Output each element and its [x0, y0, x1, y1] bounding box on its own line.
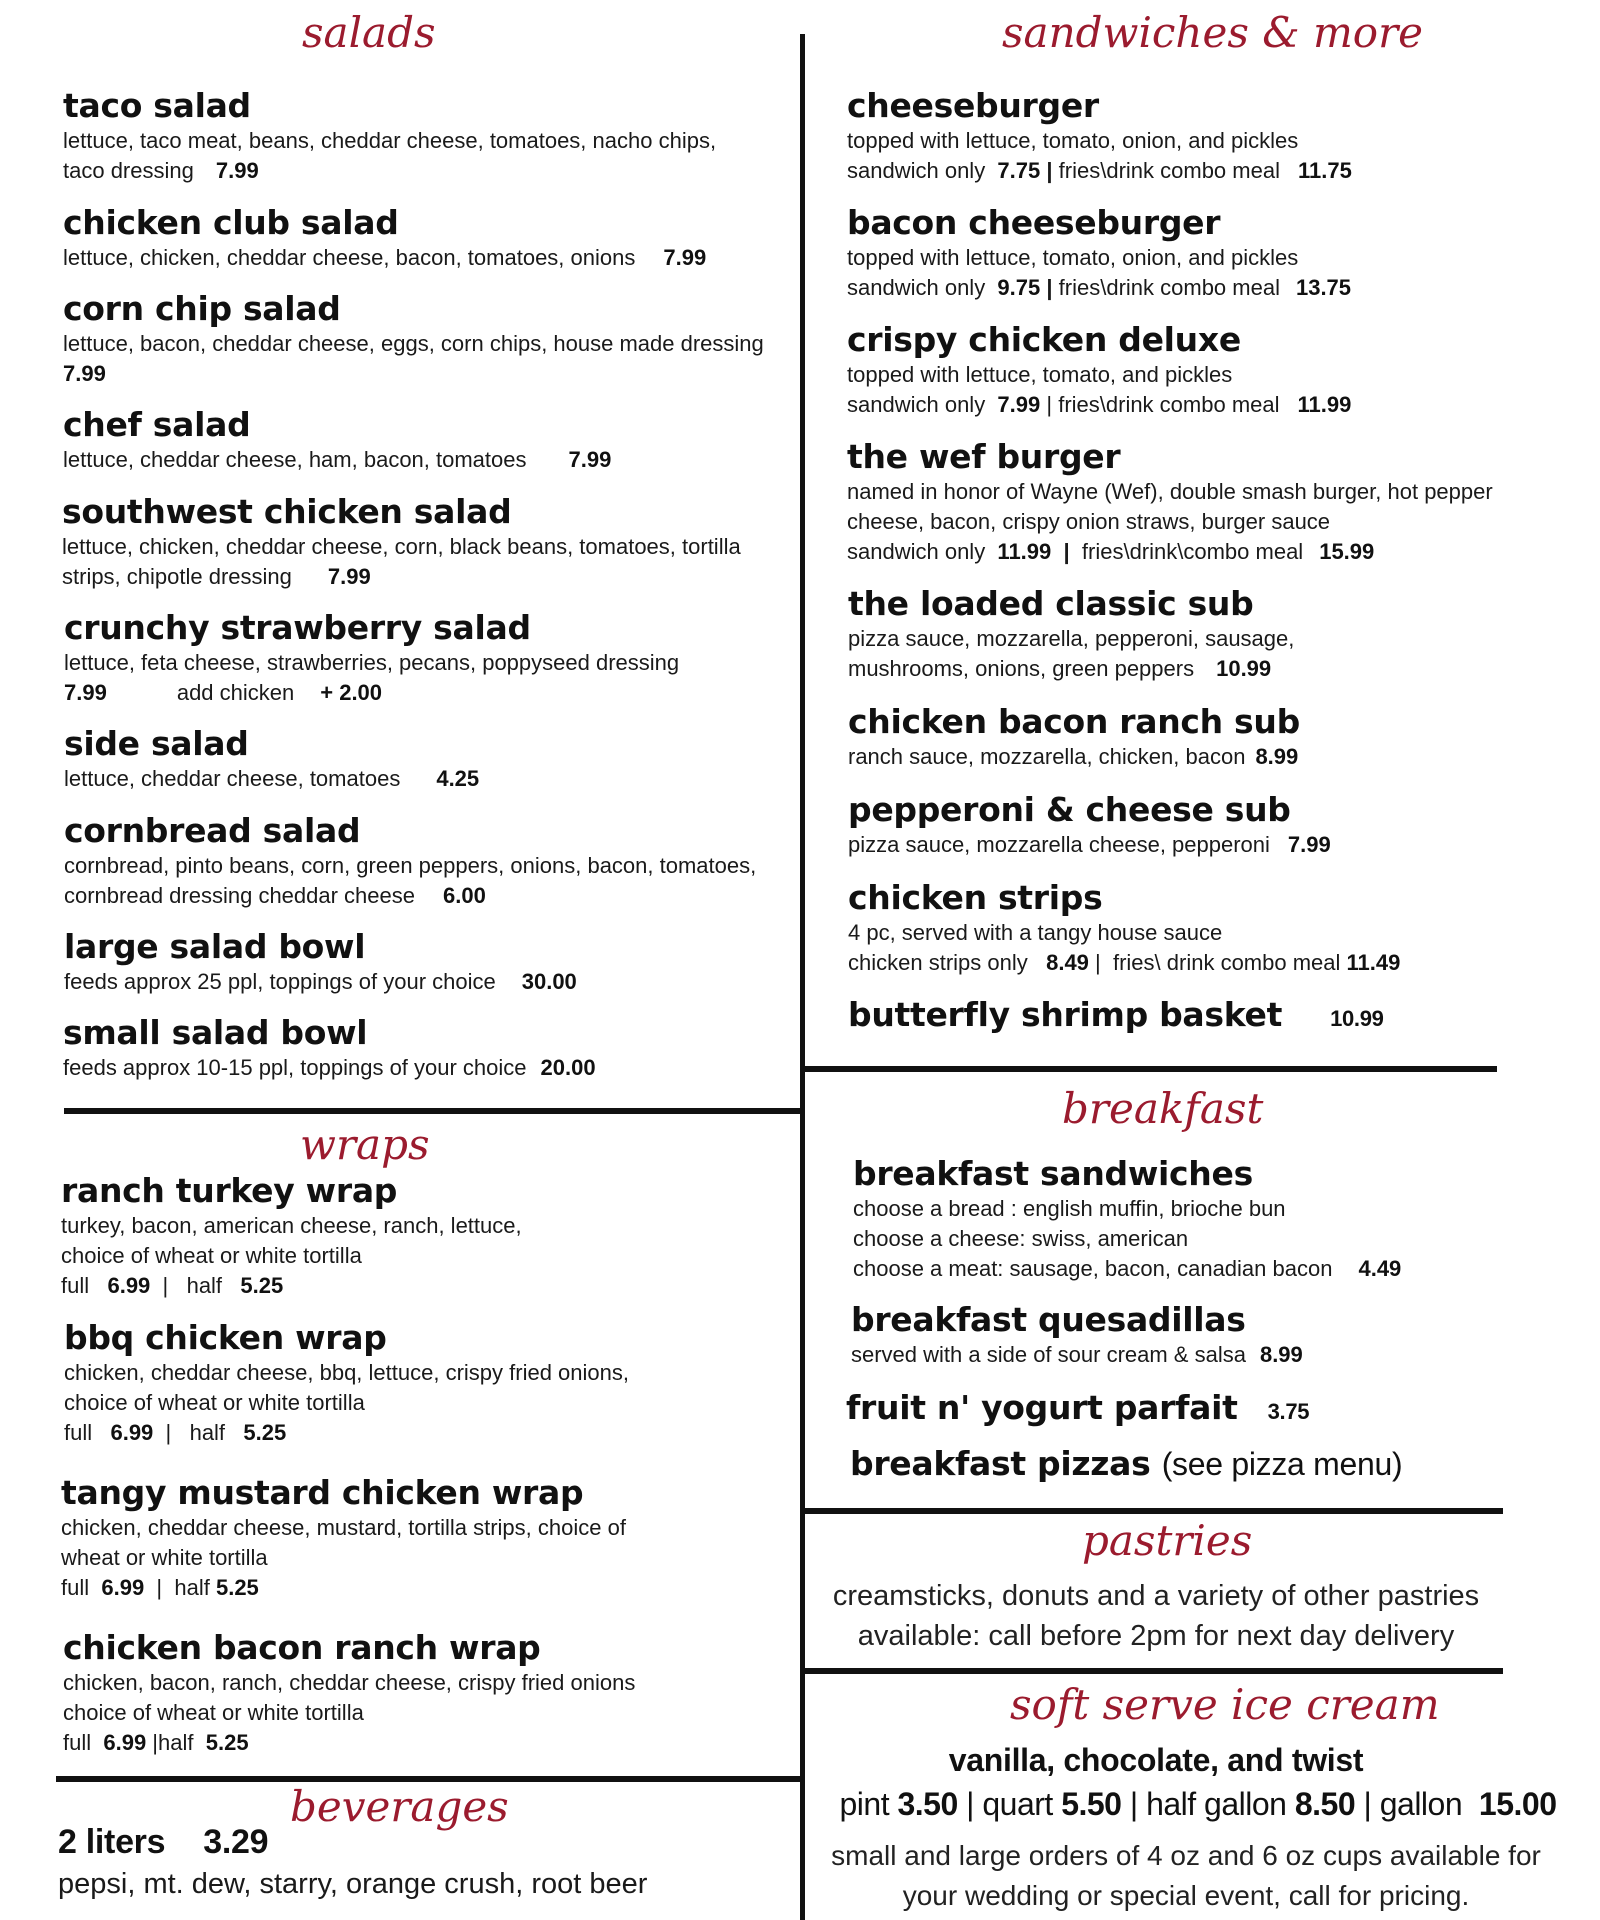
item-description: topped with lettuce, tomato, onion, and pickles: [847, 128, 1299, 153]
item-price: 7.99: [215, 158, 259, 183]
breakfast-heading: breakfast: [1062, 1084, 1264, 1133]
full-price: 6.99: [107, 1273, 151, 1298]
item-price: 8.99: [1259, 1342, 1303, 1367]
salads-wraps-divider: [64, 1108, 801, 1114]
item-description: lettuce, chicken, cheddar cheese, bacon, tomatoes, onions: [63, 245, 636, 270]
item-description: lettuce, taco meat, beans, cheddar cheese, tomatoes, nacho chips,: [63, 128, 717, 153]
item-name: chicken club salad: [63, 203, 399, 242]
sandwiches-heading: sandwiches & more: [1002, 8, 1424, 57]
item-description: lettuce, cheddar cheese, ham, bacon, tomatoes: [63, 447, 527, 472]
sandwich-only-price: 7.75: [997, 158, 1041, 183]
addon-price: + 2.00: [320, 680, 383, 705]
item-name: fruit n' yogurt parfait: [846, 1388, 1238, 1427]
item-name: ranch turkey wrap: [61, 1171, 398, 1210]
gallon-label: gallon: [1379, 1786, 1463, 1822]
menu-item-cornbread-salad: [64, 811, 756, 911]
menu-item-crunchy-strawberry-salad: [64, 608, 679, 708]
item-name: breakfast sandwiches: [853, 1154, 1253, 1193]
item-name: butterfly shrimp basket: [848, 995, 1283, 1034]
full-price: 6.99: [103, 1730, 147, 1755]
item-price: 3.29: [203, 1823, 269, 1861]
menu-item-large-salad-bowl: [64, 927, 577, 997]
item-name: breakfast pizzas: [850, 1444, 1151, 1483]
item-description: 4 pc, served with a tangy house sauce: [848, 920, 1223, 945]
menu-item-fruit-yogurt-parfait: [846, 1388, 1309, 1432]
item-description: choose a meat: sausage, bacon, canadian bacon: [853, 1256, 1333, 1281]
item-name: small salad bowl: [63, 1013, 368, 1052]
half-label: half: [174, 1575, 210, 1600]
item-name: chicken bacon ranch sub: [848, 702, 1300, 741]
menu-item-pepperoni-cheese-sub: [848, 790, 1331, 860]
full-label: full: [61, 1273, 90, 1298]
menu-item-the-loaded-classic-sub: [848, 584, 1294, 684]
combo-price: 11.99: [1297, 392, 1352, 417]
item-description: served with a side of sour cream & salsa: [851, 1342, 1246, 1367]
item-description: pizza sauce, mozzarella cheese, pepperoni: [848, 832, 1270, 857]
item-description: mushrooms, onions, green peppers: [848, 656, 1195, 681]
addon-label: add chicken: [176, 680, 295, 705]
item-description: choose a cheese: swiss, american: [853, 1226, 1189, 1251]
item-description: lettuce, cheddar cheese, tomatoes: [64, 766, 401, 791]
item-price: 7.99: [1287, 832, 1331, 857]
ice-cream-flavors: [806, 1740, 1506, 1780]
item-name: breakfast quesadillas: [851, 1300, 1246, 1339]
item-description: chicken, cheddar cheese, mustard, tortilla strips, choice of: [61, 1515, 626, 1540]
item-name: bacon cheeseburger: [847, 203, 1221, 242]
item-name: southwest chicken salad: [62, 492, 512, 531]
item-name: pepperoni & cheese sub: [848, 790, 1291, 829]
item-name: chef salad: [63, 405, 251, 444]
sandwich-only-label: sandwich only: [847, 158, 986, 183]
item-description: choice of wheat or white tortilla: [63, 1700, 364, 1725]
menu-item-ranch-turkey-wrap: ranch turkey wrap turkey, bacon, american cheese, ranch, lettuce, choice of wheat or white tortilla full 6.99 | half 5.25: [61, 1171, 522, 1298]
quart-label: quart: [982, 1786, 1053, 1822]
item-price: 4.25: [436, 766, 480, 791]
item-description: named in honor of Wayne (Wef), double smash burger, hot pepper: [847, 479, 1493, 504]
item-price: 7.99: [64, 680, 107, 705]
menu-item-bbq-chicken-wrap: bbq chicken wrap chicken, cheddar cheese, bbq, lettuce, crispy fried onions, choice of wheat or white tortilla full 6.99 | half 5.25: [64, 1318, 629, 1445]
gallon-price: 15.00: [1478, 1786, 1557, 1822]
item-name: the wef burger: [847, 437, 1121, 476]
combo-label: fries\drink combo meal: [1058, 158, 1280, 183]
ice-cream-heading: soft serve ice cream: [1010, 1680, 1440, 1729]
combo-price: 13.75: [1295, 275, 1352, 300]
item-description: topped with lettuce, tomato, onion, and pickles: [847, 245, 1299, 270]
menu-item-crispy-chicken-deluxe: crispy chicken deluxe topped with lettuce, tomato, and pickles sandwich only 7.99 | fries\drink combo meal 11.99: [847, 320, 1352, 417]
full-price: 6.99: [101, 1575, 145, 1600]
menu-item-the-wef-burger: the wef burger named in honor of Wayne (Wef), double smash burger, hot pepper cheese, bacon, crispy onion straws, burger sauce sandwich only 11.99 | fries\drink\combo meal 15.99: [847, 437, 1493, 564]
menu-item-chicken-bacon-ranch-wrap: chicken bacon ranch wrap chicken, bacon, ranch, cheddar cheese, crispy fried onions choice of wheat or white tortilla full 6.99 |half 5.25: [63, 1628, 636, 1755]
item-description: strips, chipotle dressing: [62, 564, 292, 589]
item-name: tangy mustard chicken wrap: [61, 1473, 584, 1512]
menu-item-corn-chip-salad: [63, 289, 764, 389]
item-description: cheese, bacon, crispy onion straws, burger sauce: [847, 509, 1331, 534]
item-description: lettuce, chicken, cheddar cheese, corn, black beans, tomatoes, tortilla: [62, 534, 741, 559]
menu-item-bacon-cheeseburger: bacon cheeseburger topped with lettuce, tomato, onion, and pickles sandwich only 9.75 | fries\drink combo meal 13.75: [847, 203, 1352, 300]
salads-heading: salads: [302, 8, 436, 57]
half-label: half: [158, 1730, 194, 1755]
item-description: lettuce, feta cheese, strawberries, pecans, poppyseed dressing: [64, 650, 680, 675]
item-name: side salad: [64, 724, 249, 763]
item-price: 7.99: [63, 361, 106, 386]
pastries-heading: pastries: [1082, 1516, 1253, 1565]
item-price: 20.00: [540, 1055, 596, 1080]
center-divider: [800, 34, 805, 1920]
full-label: full: [64, 1420, 93, 1445]
full-price: 6.99: [110, 1420, 154, 1445]
half-price: 5.25: [205, 1730, 249, 1755]
item-description: ranch sauce, mozzarella, chicken, bacon: [848, 744, 1246, 769]
half-price: 5.25: [215, 1575, 259, 1600]
strips-only-price: 8.49: [1046, 950, 1089, 975]
sandwich-only-price: 11.99: [997, 539, 1052, 564]
item-name: 2 liters: [58, 1823, 166, 1861]
half-label: half: [186, 1273, 223, 1298]
item-price: 30.00: [521, 969, 577, 994]
combo-label: fries\drink\combo meal: [1081, 539, 1304, 564]
pastries-description: [806, 1576, 1506, 1656]
half-label: half: [189, 1420, 226, 1445]
item-name: crispy chicken deluxe: [847, 320, 1241, 359]
item-name: chicken strips: [848, 878, 1103, 917]
combo-price: 15.99: [1319, 539, 1375, 564]
item-name: large salad bowl: [64, 927, 366, 966]
menu-item-2-liters: [58, 1822, 647, 1904]
sandwich-only-price: 9.75: [997, 275, 1041, 300]
item-description: pepsi, mt. dew, starry, orange crush, root beer: [58, 1868, 648, 1900]
note-line: small and large orders of 4 oz and 6 oz cups available for: [831, 1840, 1541, 1871]
menu-item-cheeseburger: cheeseburger topped with lettuce, tomato, onion, and pickles sandwich only 7.75 | fries\drink combo meal 11.75: [847, 86, 1352, 183]
wraps-heading: wraps: [300, 1120, 430, 1169]
item-description: lettuce, bacon, cheddar cheese, eggs, corn chips, house made dressing: [63, 331, 764, 356]
item-description: chicken, cheddar cheese, bbq, lettuce, crispy fried onions,: [64, 1360, 629, 1385]
quart-price: 5.50: [1061, 1786, 1122, 1822]
combo-label: fries\ drink combo meal: [1112, 950, 1341, 975]
combo-price: 11.75: [1297, 158, 1352, 183]
item-name: corn chip salad: [63, 289, 341, 328]
ice-cream-note: [806, 1836, 1566, 1916]
item-description: wheat or white tortilla: [61, 1545, 268, 1570]
item-price: 7.99: [568, 447, 612, 472]
item-name: the loaded classic sub: [848, 584, 1254, 623]
combo-label: fries\drink combo meal: [1058, 392, 1280, 417]
item-price: 10.99: [1216, 656, 1272, 681]
item-name: taco salad: [63, 86, 251, 125]
item-description: choose a bread : english muffin, brioche bun: [853, 1196, 1286, 1221]
half-price: 5.25: [240, 1273, 284, 1298]
full-label: full: [63, 1730, 92, 1755]
pint-label: pint: [839, 1786, 890, 1822]
item-description: cornbread dressing cheddar cheese: [64, 883, 416, 908]
breakfast-pastries-divider: [803, 1508, 1503, 1514]
menu-item-chicken-bacon-ranch-sub: [848, 702, 1300, 772]
item-description: pizza sauce, mozzarella, pepperoni, sausage,: [848, 626, 1295, 651]
pastries-line: creamsticks, donuts and a variety of other pastries: [832, 1580, 1480, 1612]
item-price: 3.75: [1267, 1399, 1310, 1424]
menu-item-southwest-chicken-salad: [62, 492, 741, 592]
item-price: 10.99: [1330, 1006, 1384, 1031]
full-label: full: [61, 1575, 90, 1600]
menu-item-small-salad-bowl: [63, 1013, 596, 1083]
item-name: cheeseburger: [847, 86, 1099, 125]
item-price: 8.99: [1255, 744, 1299, 769]
sandwich-only-label: sandwich only: [847, 392, 986, 417]
menu-item-chicken-strips: chicken strips 4 pc, served with a tangy house sauce chicken strips only 8.49 | fries\ drink combo meal 11.49: [848, 878, 1401, 975]
pastries-icecream-divider: [803, 1668, 1503, 1674]
combo-label: fries\drink combo meal: [1058, 275, 1280, 300]
sandwich-only-label: sandwich only: [847, 275, 986, 300]
half-price: 5.25: [243, 1420, 287, 1445]
item-name: bbq chicken wrap: [64, 1318, 387, 1357]
combo-price: 11.49: [1346, 950, 1401, 975]
pastries-line: available: call before 2pm for next day delivery: [857, 1620, 1455, 1652]
ice-cream-sizes: pint 3.50 | quart 5.50 | half gallon 8.50 | gallon 15.00: [839, 1786, 1557, 1822]
item-price: 7.99: [663, 245, 707, 270]
item-price: 6.00: [443, 883, 486, 908]
menu-item-side-salad: [64, 724, 479, 794]
item-price: 7.99: [327, 564, 371, 589]
item-description: turkey, bacon, american cheese, ranch, lettuce,: [61, 1213, 522, 1238]
item-description: topped with lettuce, tomato, and pickles: [847, 362, 1233, 387]
half-gallon-price: 8.50: [1294, 1786, 1356, 1822]
menu-item-butterfly-shrimp-basket: [848, 995, 1384, 1039]
item-description: feeds approx 10-15 ppl, toppings of your choice: [63, 1055, 527, 1080]
item-description: choice of wheat or white tortilla: [64, 1390, 365, 1415]
flavors-text: vanilla, chocolate, and twist: [948, 1742, 1364, 1778]
sandwiches-breakfast-divider: [803, 1066, 1497, 1072]
sandwich-only-price: 7.99: [997, 392, 1041, 417]
item-description: taco dressing: [63, 158, 194, 183]
menu-item-chef-salad: [63, 405, 611, 475]
half-gallon-label: half gallon: [1146, 1786, 1287, 1822]
beverages-heading: beverages: [290, 1782, 509, 1831]
item-price: 4.49: [1358, 1256, 1402, 1281]
item-name: crunchy strawberry salad: [64, 608, 531, 647]
note-line: your wedding or special event, call for pricing.: [902, 1880, 1470, 1911]
menu-item-chicken-club-salad: [63, 203, 706, 273]
menu-item-breakfast-pizzas: [850, 1444, 1402, 1484]
menu-item-tangy-mustard-chicken-wrap: tangy mustard chicken wrap chicken, cheddar cheese, mustard, tortilla strips, choice of wheat or white tortilla full 6.99 | half 5.25: [61, 1473, 626, 1600]
item-description: feeds approx 25 ppl, toppings of your choice: [64, 969, 496, 994]
menu-item-breakfast-quesadillas: [851, 1300, 1303, 1370]
menu-item-taco-salad: [63, 86, 716, 186]
strips-only-label: chicken strips only: [848, 950, 1028, 975]
item-description: choice of wheat or white tortilla: [61, 1243, 362, 1268]
pint-price: 3.50: [897, 1786, 958, 1822]
item-note: (see pizza menu): [1161, 1446, 1403, 1482]
item-name: chicken bacon ranch wrap: [63, 1628, 541, 1667]
item-description: cornbread, pinto beans, corn, green peppers, onions, bacon, tomatoes,: [64, 853, 757, 878]
item-description: chicken, bacon, ranch, cheddar cheese, crispy fried onions: [63, 1670, 636, 1695]
sandwich-only-label: sandwich only: [847, 539, 986, 564]
item-name: cornbread salad: [64, 811, 361, 850]
menu-item-breakfast-sandwiches: [853, 1154, 1401, 1284]
